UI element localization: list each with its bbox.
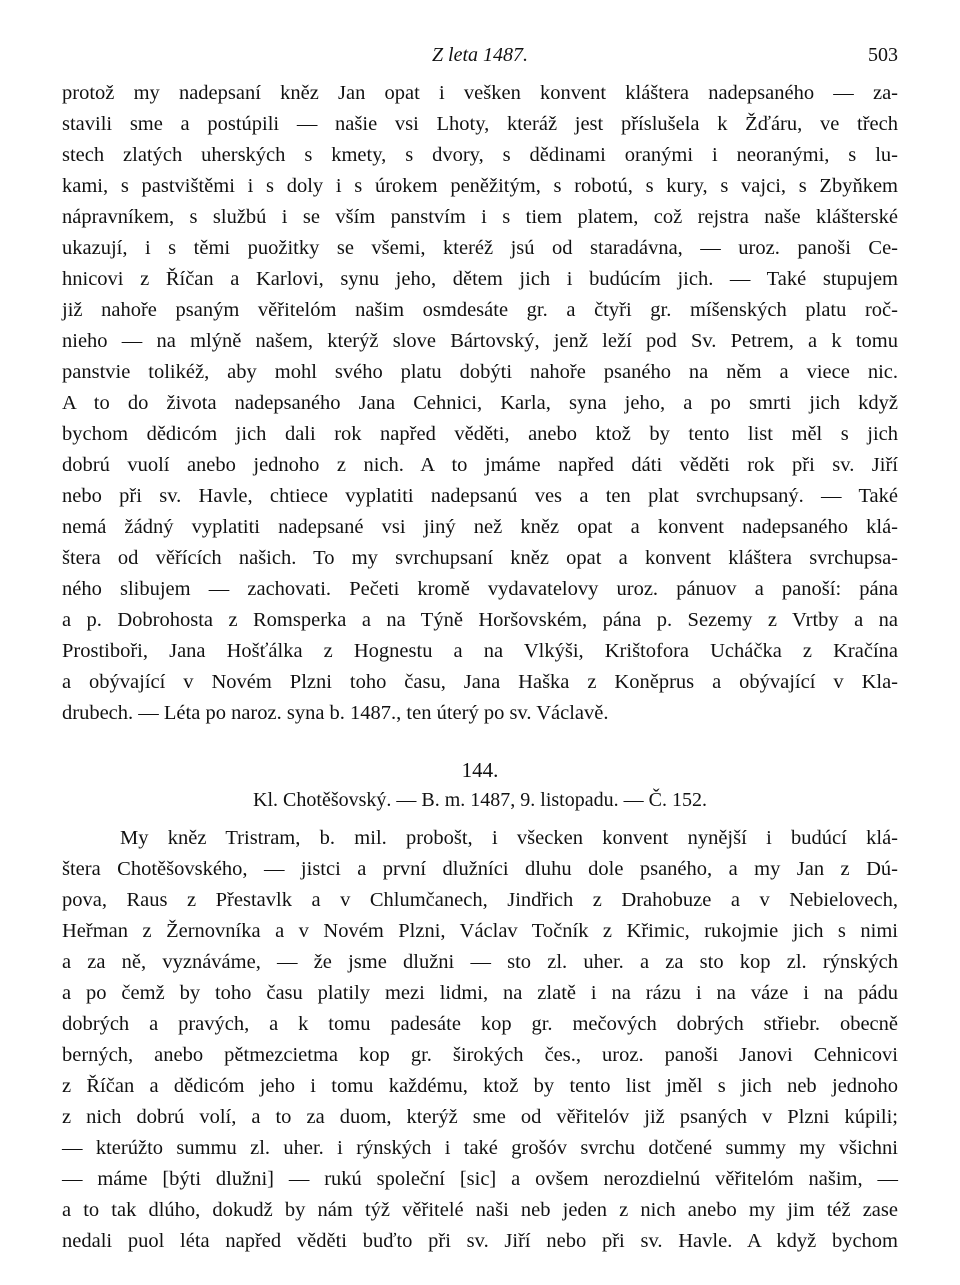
document-page [62, 44, 898, 1257]
text-line: Heřman z Žernovníka a v Novém Plzni, Václav Točník z Křimic, rukojmie jich s nimi [62, 920, 898, 942]
preceding-document-text [62, 78, 898, 729]
text-line: štera Chotěšovského, — jistci a první dlužníci dluhu dole psaného, a my Jan z Dú- [62, 858, 898, 880]
text-line: pova, Raus z Přestavlk a v Chlumčanech, Jindřich z Drahobuze a v Nebielovech, [62, 889, 898, 911]
text-line: berných, anebo pětmezcietma kop gr. širokých čes., uroz. panoši Janovi Cehnicovi [62, 1044, 898, 1066]
document-number: 144. [461, 758, 499, 782]
text-line: Prostiboři, Jana Hošťálka z Hognestu a na Vlkýši, Krištofora Ucháčka z Kračína [62, 640, 898, 662]
text-line: panstvie tolikéž, aby mohl svého platu dobýti nahoře psaného na něm a viece nic. [62, 361, 898, 383]
running-head [62, 44, 898, 78]
document-source-line: Kl. Chotěšovský. — B. m. 1487, 9. listopadu. — Č. 152. [253, 789, 707, 811]
text-line: a za ně, vyznáváme, — že jsme dlužni — sto zl. uher. a za sto kop zl. rýnských [62, 951, 898, 973]
text-line: ukazují, i s těmi puožitky se všemi, kteréž jsú od staradávna, — uroz. panoši Ce- [62, 237, 898, 259]
text-line: a po čemž by toho času platily mezi lidmi, na zlatě i na rázu i na váze i na pádu [62, 982, 898, 1004]
text-line: nedali puol léta napřed věděti buďto při sv. Jiří nebo při sv. Havle. A když bychom [62, 1230, 898, 1252]
text-line: kami, s pastvištěmi i s doly i s úrokem peněžitým, s robotú, s kury, s vajci, s Zbyňkem [62, 175, 898, 197]
text-line: A to do života nadepsaného Jana Cehnici, Karla, syna jeho, a po smrti jich když [62, 392, 898, 414]
text-line: dobrú vuolí anebo jednoho z nich. A to jmáme napřed dáti věděti rok při sv. Jiří [62, 454, 898, 476]
text-line: z Říčan a dědicóm jeho i tomu každému, ktož by tento list jměl s jich neb jednoho [62, 1075, 898, 1097]
text-line: štera od věřících našich. To my svrchupsaní kněz opat a konvent kláštera svrchupsa- [62, 547, 898, 569]
text-line: a p. Dobrohosta z Romsperka a na Týně Horšovském, pána p. Sezemy z Vrtby a na [62, 609, 898, 631]
text-line: ného slibujem — zachovati. Pečeti kromě vydavatelovy uroz. pánuov a panoší: pána [62, 578, 898, 600]
text-line: stavili sme a postúpili — našie vsi Lhoty, kteráž jest příslušela k Žďáru, ve třech [62, 113, 898, 135]
text-line: — kterúžto summu zl. uher. i rýnských i také grošóv svrchu dotčené summy my všichni [62, 1137, 898, 1159]
text-line: nemá žádný vyplatiti nadepsané vsi jiný než kněz opat a konvent nadepsaného klá- [62, 516, 898, 538]
text-line: z nich dobrú volí, a to za duom, kterýž sme od věřitelóv již psaných v Plzni kúpili; [62, 1106, 898, 1128]
text-line: nápravníkem, s službú i se vším panstvím i s tiem platem, což rejstra naše klášterské [62, 206, 898, 228]
text-line: — máme [býti dlužni] — rukú společní [sic] a ovšem nerozdielnú věřitelóm našim, — [62, 1168, 898, 1190]
text-line: bychom dědicóm jich dali rok napřed věděti, anebo ktož by tento list měl s jich [62, 423, 898, 445]
text-line: protož my nadepsaní kněz Jan opat i vešken konvent kláštera nadepsaného — za- [62, 82, 898, 104]
text-line: drubech. — Léta po naroz. syna b. 1487., ten úterý po sv. Václavě. [62, 702, 609, 724]
text-line: nieho — na mlýně našem, kterýž slove Bártovský, jenž leží pod Sv. Petrem, a k tomu [62, 330, 898, 352]
running-title: Z leta 1487. [431, 44, 529, 66]
text-line: a obývající v Novém Plzni toho času, Jana Haška z Koněprus a obývající v Kla- [62, 671, 898, 693]
document-body-text [62, 823, 898, 1257]
text-line: dobrých a pravých, a k tomu padesáte kop gr. mečových dobrých střiebr. obecně [62, 1013, 898, 1035]
text-line: stech zlatých uherských s kmety, s dvory, s dědinami oranými i neoranými, s lu- [62, 144, 898, 166]
text-line: a to tak dlúho, dokudž by nám týž věřitelé naši neb jeden z nich anebo my jim též zase [62, 1199, 898, 1221]
text-line: nebo při sv. Havle, chtiece vyplatiti nadepsanú ves a ten plat svrchupsaný. — Také [62, 485, 898, 507]
page-number: 503 [868, 44, 898, 66]
text-line: My kněz Tristram, b. mil. probošt, i všecken konvent nynější i budúcí klá- [120, 827, 898, 849]
text-line: hnicovi z Říčan a Karlovi, synu jeho, dětem jich i budúcím jich. — Také stupujem [62, 268, 898, 290]
text-line: již nahoře psaným věřitelóm našim osmdesáte gr. a čtyři gr. míšenských platu roč- [62, 299, 898, 321]
